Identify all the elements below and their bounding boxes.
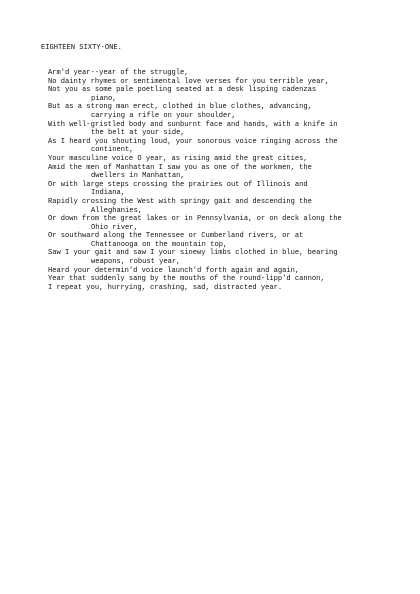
poem-line: I repeat you, hurrying, crashing, sad, distracted year. <box>48 283 283 292</box>
poem-line-continuation: Alleghanies, <box>91 206 143 215</box>
poem-line: Or with large steps crossing the prairies out of Illinois and <box>48 180 308 189</box>
poem-line-continuation: Indiana, <box>91 189 126 198</box>
poem-line: But as a strong man erect, clothed in blue clothes, advancing, <box>48 103 312 112</box>
poem-line: Year that suddenly sang by the mouths of the round-lipp'd cannon, <box>48 275 325 284</box>
poem-line: Your masculine voice O year, as rising amid the great cities, <box>48 154 308 163</box>
poem-line-continuation: piano, <box>91 94 117 103</box>
poem-line: Rapidly crossing the West with springy gait and descending the <box>48 197 312 206</box>
poem-line-continuation: the belt at your side, <box>91 129 185 138</box>
poem-line-continuation: Ohio river, <box>91 223 138 232</box>
poem-line: Arm'd year--year of the struggle, <box>48 69 189 77</box>
poem-line-continuation: continent, <box>91 146 134 155</box>
poem-line: Heard your determin'd voice launch'd forth again and again, <box>48 266 300 275</box>
poem-line: Saw I your gait and saw I your sinewy limbs clothed in blue, bearing <box>48 249 338 258</box>
poem-line: Amid the men of Manhattan I saw you as one of the workmen, the <box>48 163 312 172</box>
poem-line-continuation: dwellers in Manhattan, <box>91 172 185 181</box>
poem-line: As I heard you shouting loud, your sonorous voice ringing across the <box>48 137 338 146</box>
poem-line: Not you as some pale poetling seated at a desk lisping cadenzas <box>48 86 317 95</box>
poem-line: No dainty rhymes or sentimental love verses for you terrible year, <box>48 77 329 86</box>
poem-line: Or southward along the Tennessee or Cumberland rivers, or at <box>48 232 304 241</box>
poem-line-continuation: carrying a rifle on your shoulder, <box>91 111 236 120</box>
poem-line-continuation: weapons, robust year, <box>91 258 181 267</box>
poem-line: With well-gristled body and sunburnt face and hands, with a knife in <box>48 120 338 129</box>
poem-body <box>48 69 398 292</box>
poem-line: Or down from the great lakes or in Pennsylvania, or on deck along the <box>48 215 342 224</box>
poem-title: EIGHTEEN SIXTY-ONE. <box>41 44 122 52</box>
poem-line-continuation: Chattanooga on the mountain top, <box>91 240 228 249</box>
